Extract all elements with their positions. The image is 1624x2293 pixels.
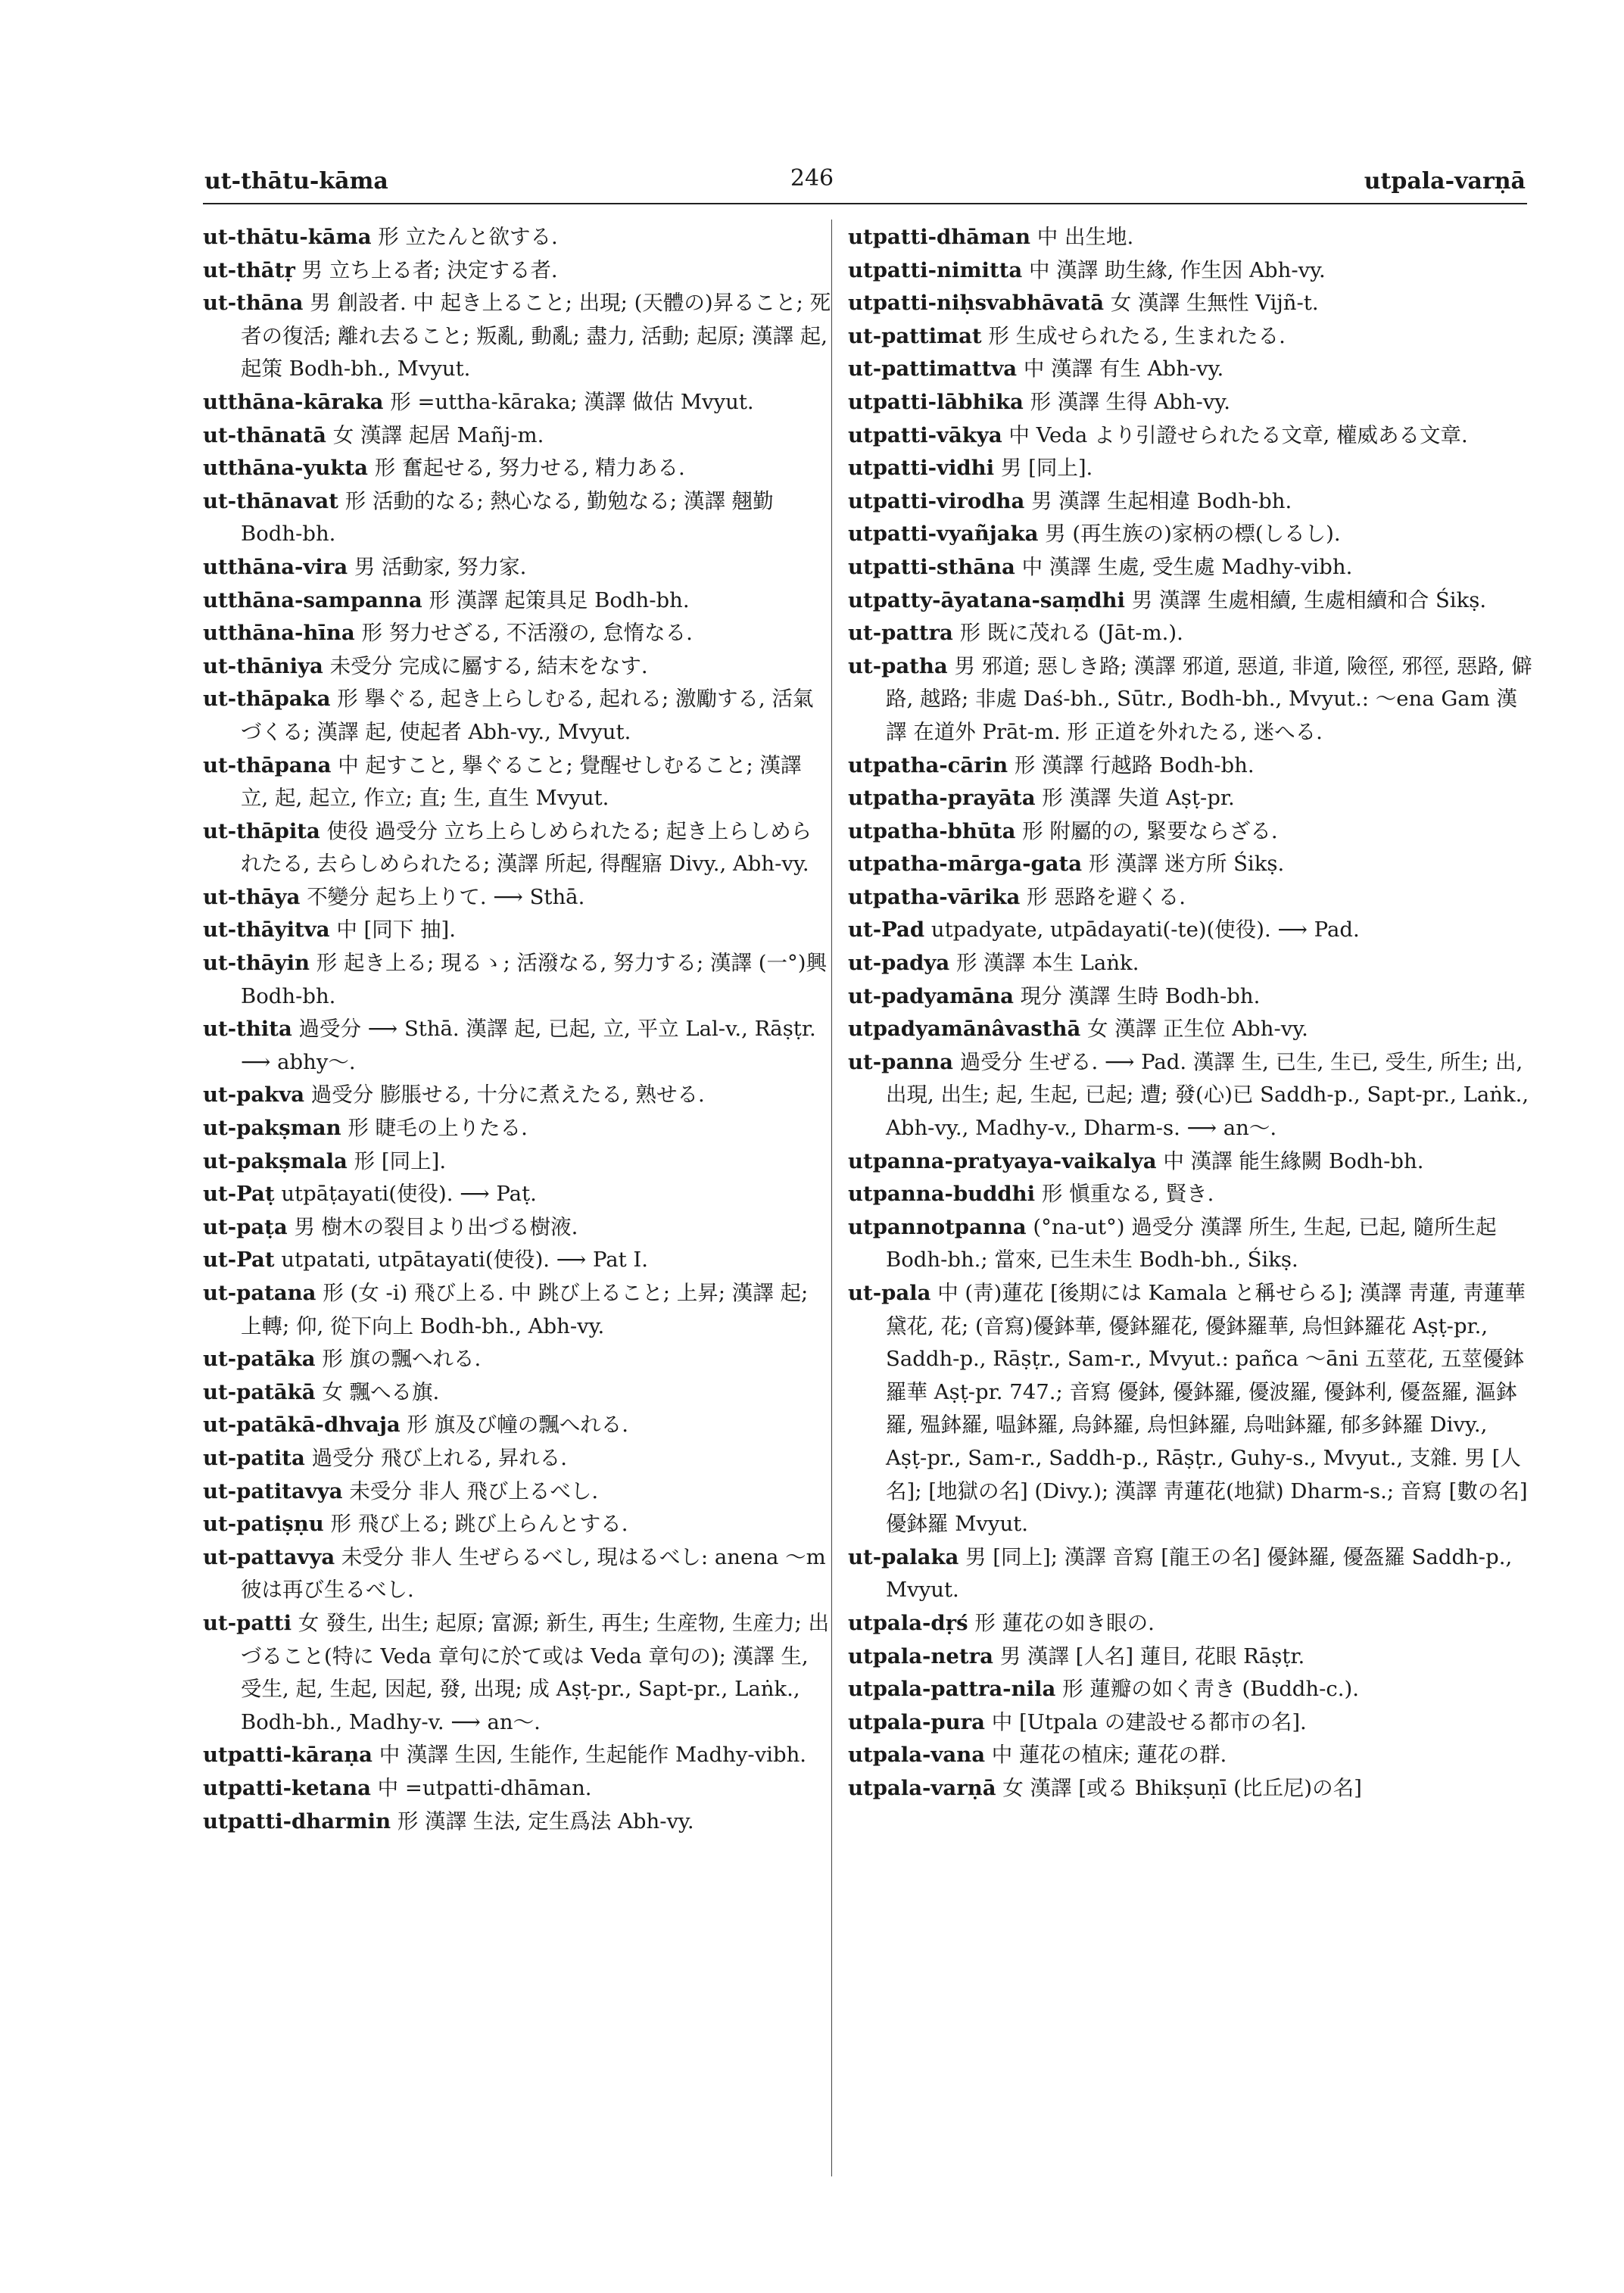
entry-definition: 形 漢譯 生得 Abh-vy. [1030,389,1230,414]
entry-definition: 男 樹木の裂目より出づる樹液. [294,1214,578,1239]
entry-definition: 現分 漢譯 生時 Bodh-bh. [1020,983,1261,1008]
entry-headword: ut-thānavat [203,488,338,513]
entry-headword: ut-patākā-dhvaja [203,1413,401,1438]
entry-headword: ut-patāka [203,1347,316,1372]
dictionary-entry [848,815,1533,849]
entry-headword: ut-thāyin [203,951,310,976]
dictionary-entry [203,650,831,684]
dictionary-entry [203,1013,831,1079]
entry-definition: 形 惡路を避くる. [1027,884,1186,909]
entry-definition: 女 漢譯 [或る Bhikṣuṇī (比丘尼)の名] [1002,1775,1362,1800]
entry-definition: 形 蓮花の如き眼の. [974,1610,1155,1635]
dictionary-entry [848,881,1533,914]
entry-headword: utpatti-dharmin [203,1809,391,1833]
entry-definition: utpāṭayati(使役). ⟶ Paṭ. [281,1182,537,1207]
entry-definition: 形 努力せざる, 不活潑の, 怠惰なる. [361,621,693,646]
dictionary-entry [203,1343,831,1376]
entry-definition: 形 漢譯 生法, 定生爲法 Abh-vy. [397,1809,694,1833]
entry-headword: utpatti-sthāna [848,554,1015,579]
dictionary-entry [848,452,1533,485]
entry-definition: 中 漢譯 助生緣, 作生因 Abh-vy. [1028,257,1326,282]
dictionary-entry [848,353,1533,386]
entry-definition: 中 =utpatti-dhāman. [377,1775,592,1800]
entry-headword: utthāna-sampanna [203,587,422,612]
entry-headword: ut-paṭa [203,1214,288,1239]
entry-definition: 中 Veda より引證せられたる文章, 權威ある文章. [1008,422,1468,447]
dictionary-entry [203,584,831,618]
entry-definition: 形 =uttha-kāraka; 漢譯 做估 Mvyut. [390,389,754,414]
dictionary-entry [203,551,831,584]
entry-definition: 過受分 ⟶ Sthā. 漢譯 起, 已起, 立, 平立 Lal-v., Rāṣṭr. ⟶ abhy〜. [241,1017,816,1074]
entry-headword: ut-Paṭ [203,1182,275,1207]
dictionary-entry [203,1805,831,1839]
entry-headword: ut-pattimattva [848,357,1018,382]
dictionary-entry [203,1178,831,1211]
entry-definition: 過受分 生ぜる. ⟶ Pad. 漢譯 生, 已生, 生已, 受生, 所生; 出, 出現, 出生; 起, 生起, 已起; 遭; 發(心)已 Saddh-p., Sapt-pr., Laṅk., Abh-vy., Madhy-v., Dharm-s. ⟶ an〜. [886,1049,1529,1141]
entry-definition: 形 漢譯 迷方所 Śikṣ. [1088,852,1285,877]
entry-definition: 中 漢譯 生處, 受生處 Madhy-vibh. [1021,554,1353,579]
entry-headword: utpala-dṛś [848,1610,968,1635]
entry-definition: 男 漢譯 [人名] 蓮目, 花眼 Rāṣṭr. [999,1643,1305,1668]
dictionary-entry [848,980,1533,1014]
dictionary-entry [203,452,831,485]
entry-headword: ut-thātu-kāma [203,225,372,249]
dictionary-entry [203,947,831,1013]
right-guide-word: utpala-varṇā [1364,168,1526,195]
entry-definition: 中 起すこと, 擧ぐること; 覺醒せしむること; 漢譯 立, 起, 起立, 作立; 直; 生, 直生 Mvyut. [241,752,802,811]
entry-definition: 未受分 非人 生ぜらるべし, 現はるべし: anena 〜m 彼は再び生るべし. [241,1544,826,1603]
entry-headword: utpatti-lābhika [848,389,1024,414]
dictionary-entry [203,1244,831,1277]
dictionary-entry [203,1409,831,1442]
dictionary-entry [203,254,831,288]
entry-headword: ut-thānatā [203,422,326,447]
dictionary-entry [848,419,1533,453]
dictionary-entry [848,1211,1533,1277]
page-number: 246 [790,165,834,192]
entry-definition: 形 生成せられたる, 生まれたる. [988,323,1286,348]
dictionary-entry [848,749,1533,783]
entry-definition: utpatati, utpātayati(使役). ⟶ Pat I. [281,1248,649,1273]
entry-headword: ut-thāyitva [203,918,330,942]
entry-headword: ut-pala [848,1281,931,1305]
entry-headword: ut-patitavya [203,1478,343,1503]
entry-definition: utpadyate, utpādayati(-te)(使役). ⟶ Pad. [930,918,1360,942]
entry-headword: ut-panna [848,1049,953,1074]
entry-headword: utpatti-nimitta [848,257,1023,282]
dictionary-entry [848,1706,1533,1740]
entry-definition: 男 漢譯 生處相續, 生處相續和合 Śikṣ. [1131,587,1487,612]
entry-definition: 中 [同下 抽]. [336,918,456,942]
entry-definition: 男 邪道; 惡しき路; 漢譯 邪道, 惡道, 非道, 險徑, 邪徑, 惡路, 僻路, 越路; 非處 Daś-bh., Sūtr., Bodh-bh., Mvyut.: 〜ena Gam 漢譯 在道外 Prāt-m. 形 正道を外れたる, 迷へる. [886,653,1532,744]
entry-headword: ut-patita [203,1445,305,1470]
dictionary-entry [203,1376,831,1410]
dictionary-entry [203,881,831,914]
dictionary-entry [203,683,831,749]
entry-definition: 形 擧ぐる, 起き上らしむる, 起れる; 激勵する, 活氣づくる; 漢譯 起, 使起者 Abh-vy., Mvyut. [241,687,814,744]
dictionary-entry [203,287,831,386]
dictionary-entry [203,617,831,650]
entry-headword: utpatha-prayāta [848,786,1036,811]
entry-definition: 形 奮起せる, 努力せる, 精力ある. [374,456,685,481]
dictionary-entry [203,1607,831,1739]
entry-definition: 女 飄へる旗. [322,1379,440,1404]
dictionary-entry [203,914,831,947]
entry-headword: utpatti-vidhi [848,456,995,481]
entry-headword: utthāna-kāraka [203,389,384,414]
entry-headword: utpatha-mārga-gata [848,852,1083,877]
entry-headword: utpatti-niḥsvabhāvatā [848,291,1105,316]
dictionary-entry [848,386,1533,419]
entry-headword: ut-padya [848,951,950,976]
dictionary-entry [203,1772,831,1805]
dictionary-entry [848,1046,1533,1145]
entry-definition: 男 [同上]. [1000,456,1093,481]
entry-headword: utpatti-vākya [848,422,1002,447]
dictionary-entry [203,221,831,254]
dictionary-entry [848,1277,1533,1541]
entry-definition: 過受分 膨脹せる, 十分に煮えたる, 熟せる. [310,1083,705,1108]
entry-definition: 中 出生地. [1036,225,1134,249]
dictionary-entry [848,1541,1533,1607]
entry-headword: ut-thāna [203,291,304,316]
entry-headword: ut-thāpita [203,818,320,843]
dictionary-entry [848,254,1533,288]
entry-headword: ut-Pat [203,1248,275,1273]
entry-definition: 女 漢譯 起居 Mañj-m. [332,422,544,447]
entry-headword: ut-Pad [848,918,925,942]
dictionary-entry [848,1607,1533,1640]
entry-headword: utthāna-hīna [203,621,355,646]
entry-definition: 形 旗の飄へれる. [322,1347,482,1372]
dictionary-entry [203,1145,831,1179]
entry-definition: 男 創設者. 中 起き上ること; 出現; (天體の)昇ること; 死者の復活; 離れ去ること; 叛亂, 動亂; 盡力, 活動; 起原; 漢譯 起, 起策 Bodh-bh., Mvyut. [241,291,831,382]
dictionary-entry [203,1508,831,1541]
dictionary-entry [848,1145,1533,1179]
dictionary-entry [203,485,831,551]
entry-definition: 中 (靑)蓮花 [後期には Kamala と稱せらる]; 漢譯 靑蓮, 靑蓮華 黛花, 花; (音寫)優鉢華, 優鉢羅花, 優鉢羅華, 烏怛鉢羅花 Aṣṭ-pr., Saddh-p., Rāṣṭr., Sam-r., Mvyut.: pañca 〜āni 五莖花, 五莖優鉢羅華 Aṣṭ-pr. 747.; 音寫 優鉢, 優鉢羅, 優波羅, 優鉢利, 優盔羅, 漚鉢羅, 殟鉢羅, 嗢鉢羅, 烏鉢羅, 烏怛鉢羅, 烏咄鉢羅, 郁多鉢羅 Divy., Aṣṭ-pr., Sam-r., Saddh-p., Rāṣṭr., Guhy-s., Mvyut., 支雜. 男 [人名]; [地獄の名] (Divy.); 漢譯 靑蓮花(地獄) Dharm-s.; 音寫 [數の名] 優鉢羅 Mvyut. [886,1281,1528,1537]
dictionary-entry [848,1178,1533,1211]
dictionary-entry [848,1640,1533,1674]
entry-definition: 男 漢譯 生起相違 Bodh-bh. [1031,488,1292,513]
entry-definition: 形 睫毛の上りたる. [348,1116,528,1141]
entry-definition: 形 [同上]. [354,1148,447,1173]
entry-headword: utpannotpanna [848,1214,1027,1239]
dictionary-entry [848,485,1533,519]
entry-headword: ut-thāniya [203,653,323,678]
entry-headword: ut-thita [203,1017,292,1042]
dictionary-entry [203,815,831,881]
entry-headword: ut-patana [203,1281,316,1305]
entry-definition: 男 活動家, 努力家. [354,554,527,579]
dictionary-entry [203,749,831,815]
entry-definition: 形 立たんと欲する. [378,225,558,249]
entry-definition: 形 蓮瓣の如く靑き (Buddh-c.). [1062,1677,1360,1702]
entry-definition: (°na-ut°) 過受分 漢譯 所生, 生起, 已起, 隨所生起 Bodh-bh.; 當來, 已生未生 Bodh-bh., Śikṣ. [886,1214,1497,1273]
entry-headword: utpatti-dhāman [848,225,1030,249]
entry-headword: utpatti-kāraṇa [203,1743,373,1768]
dictionary-entry [848,1772,1533,1805]
entry-definition: 形 旗及び幢の飄へれる. [407,1413,628,1438]
dictionary-entry [203,419,831,453]
entry-headword: ut-pattimat [848,323,982,348]
entry-headword: utthāna-yukta [203,456,368,481]
entry-definition: 男 [同上]; 漢譯 音寫 [龍王の名] 優鉢羅, 優盔羅 Saddh-p., Mvyut. [886,1544,1513,1603]
dictionary-entry [203,1112,831,1145]
dictionary-entry [848,848,1533,881]
entry-headword: ut-thātṛ [203,257,295,282]
dictionary-entry [203,1442,831,1475]
entry-headword: utpatti-vyañjaka [848,522,1039,547]
entry-definition: 形 漢譯 行越路 Bodh-bh. [1014,752,1255,777]
left-guide-word: ut-thātu-kāma [204,168,388,195]
entry-headword: utpatha-bhūta [848,818,1016,843]
entry-definition: 形 附屬的の, 緊要ならざる. [1022,818,1278,843]
entry-definition: 中 蓮花の植床; 蓮花の群. [991,1743,1227,1768]
entry-headword: ut-patiṣṇu [203,1512,324,1537]
entry-definition: 男 立ち上る者; 決定する者. [301,257,558,282]
entry-headword: ut-pakva [203,1083,305,1108]
dictionary-entry [848,287,1533,320]
entry-headword: ut-padyamāna [848,983,1014,1008]
entry-definition: 形 (女 -i) 飛び上る. 中 跳び上ること; 上昇; 漢譯 起; 上轉; 仰, 從下向上 Bodh-bh., Abh-vy. [241,1281,809,1338]
entry-definition: 形 漢譯 起策具足 Bodh-bh. [429,587,690,612]
entry-definition: 女 漢譯 正生位 Abh-vy. [1087,1017,1308,1042]
entry-headword: utpatti-virodha [848,488,1025,513]
entry-headword: ut-pakṣman [203,1116,341,1141]
dictionary-entry [848,1013,1533,1046]
entry-headword: ut-pattavya [203,1544,335,1569]
entry-definition: 女 漢譯 生無性 Vijñ-t. [1110,291,1319,316]
entry-headword: ut-patākā [203,1379,316,1404]
entry-headword: ut-patti [203,1610,292,1635]
entry-headword: utpala-pura [848,1709,985,1734]
dictionary-entry [203,1541,831,1607]
header-rule [203,203,1527,204]
entry-headword: utpatty-āyatana-saṃdhi [848,587,1125,612]
entry-headword: ut-pattra [848,621,953,646]
dictionary-entry [848,947,1533,980]
entry-headword: utpala-varṇā [848,1775,996,1800]
entry-definition: 未受分 完成に屬する, 結末をなす. [329,653,648,678]
entry-definition: 形 漢譯 本生 Laṅk. [955,951,1139,976]
dictionary-entry [848,1739,1533,1772]
dictionary-entry [848,782,1533,815]
entry-headword: utpatha-vārika [848,884,1021,909]
dictionary-entry [203,1475,831,1509]
entry-headword: utthāna-vira [203,554,348,579]
entry-definition: 使役 過受分 立ち上らしめられたる; 起き上らしめられたる, 去らしめられたる; 漢譯 所起, 得醒寤 Divy., Abh-vy. [241,818,812,877]
column-divider [831,220,832,2176]
dictionary-entry [848,518,1533,551]
entry-definition: 形 漢譯 失道 Aṣṭ-pr. [1042,786,1235,811]
entry-definition: 中 [Utpala の建設せる都市の名]. [991,1709,1307,1734]
entry-headword: utpala-vana [848,1743,986,1768]
dictionary-entry [203,1211,831,1245]
dictionary-entry [203,1079,831,1112]
entry-definition: 女 發生, 出生; 起原; 富源; 新生, 再生; 生産物, 生産力; 出づること(特に Veda 章句に於て或は Veda 章句の); 漢譯 生, 受生, 起, 生起, 因起, 發, 出現; 成 Aṣṭ-pr., Sapt-pr., Laṅk., Bodh-bh., Madhy-v. ⟶ an〜. [241,1610,829,1734]
entry-definition: 中 漢譯 能生緣闕 Bodh-bh. [1163,1148,1424,1173]
entry-definition: 不變分 起ち上りて. ⟶ Sthā. [307,884,585,909]
right-column [848,221,1533,1805]
dictionary-entry [203,386,831,419]
entry-definition: 形 起き上る; 現るゝ; 活潑なる, 努力する; 漢譯 (一°)興 Bodh-bh. [241,951,827,1008]
entry-headword: utpadyamānâvasthā [848,1017,1081,1042]
entry-definition: 中 漢譯 生因, 生能作, 生起能作 Madhy-vibh. [379,1743,807,1768]
entry-headword: ut-thāpana [203,752,332,777]
entry-headword: ut-palaka [848,1544,959,1569]
entry-headword: utpatha-cārin [848,752,1008,777]
dictionary-entry [848,221,1533,254]
entry-definition: 中 漢譯 有生 Abh-vy. [1023,357,1224,382]
entry-definition: 未受分 非人 飛び上るべし. [349,1478,599,1503]
entry-headword: ut-pakṣmala [203,1148,348,1173]
entry-definition: 形 活動的なる; 熱心なる, 勤勉なる; 漢譯 翹勤 Bodh-bh. [241,488,774,547]
entry-definition: 形 既に茂れる (Jāt-m.). [959,621,1183,646]
entry-headword: ut-thāpaka [203,687,331,712]
dictionary-entry [848,914,1533,947]
dictionary-entry [203,1739,831,1772]
dictionary-entry [848,617,1533,650]
dictionary-entry [848,320,1533,354]
entry-headword: utpatti-ketana [203,1775,371,1800]
entry-definition: 過受分 飛び上れる, 昇れる. [311,1445,568,1470]
entry-headword: utpala-pattra-nila [848,1677,1056,1702]
entry-definition: 男 (再生族の)家柄の標(しるし). [1045,522,1341,547]
dictionary-entry [848,584,1533,618]
entry-definition: 形 愼重なる, 賢き. [1041,1182,1214,1207]
dictionary-entry [848,1673,1533,1706]
entry-headword: ut-thāya [203,884,301,909]
dictionary-entry [203,1277,831,1343]
entry-definition: 形 飛び上る; 跳び上らんとする. [330,1512,628,1537]
entry-headword: utpanna-pratyaya-vaikalya [848,1148,1157,1173]
left-column [203,221,831,1838]
entry-headword: utpala-netra [848,1643,993,1668]
entry-headword: utpanna-buddhi [848,1182,1036,1207]
dictionary-entry [848,650,1533,749]
dictionary-entry [848,551,1533,584]
entry-headword: ut-patha [848,653,948,678]
